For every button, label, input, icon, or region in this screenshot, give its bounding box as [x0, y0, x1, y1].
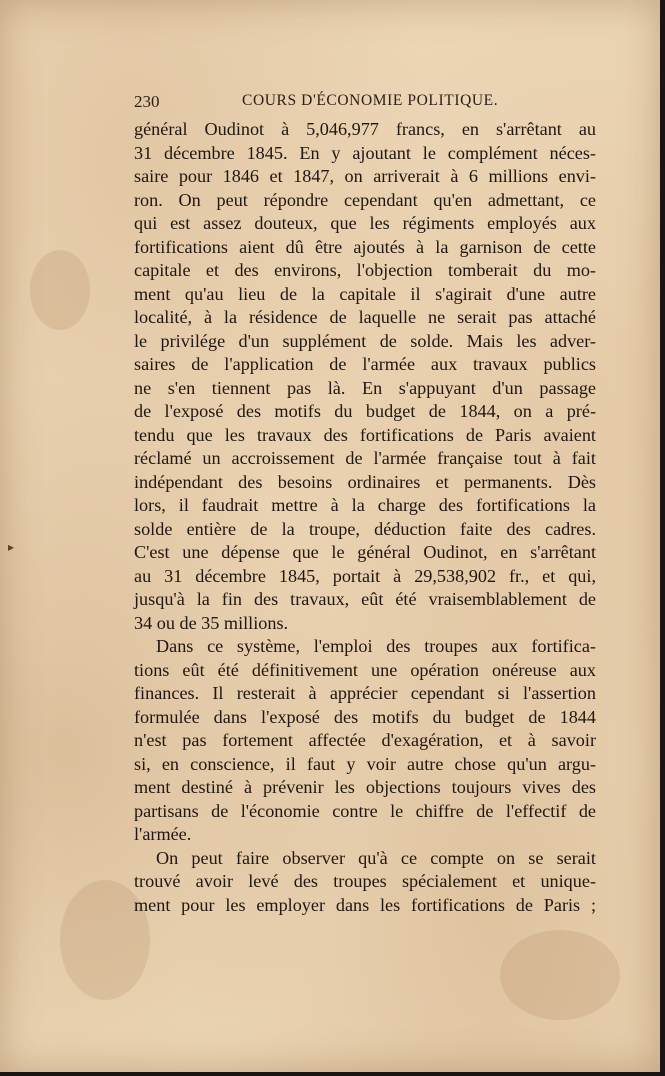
text-line: qui est assez douteux, que les régiments employés aux	[134, 213, 596, 233]
text-line: finances. Il resterait à apprécier cependant si l'assertion	[134, 683, 596, 703]
text-line: réclamé un accroissement de l'armée française tout à fait	[134, 448, 596, 468]
text-line: saire pour 1846 et 1847, on arriverait à 6 millions envi-	[134, 166, 596, 186]
text-line: indépendant des besoins ordinaires et permanents. Dès	[134, 471, 596, 492]
text-line: tions eût été définitivement une opération onéreuse aux	[134, 659, 596, 680]
text-line: Dans ce système, l'emploi des troupes aux fortifica-	[156, 636, 596, 656]
text-line: C'est une dépense que le général Oudinot, en s'arrêtant	[134, 542, 596, 562]
text-line: de l'exposé des motifs du budget de 1844, on a pré-	[134, 401, 596, 421]
text-line: formulée dans l'exposé des motifs du budget de 1844	[134, 706, 596, 727]
text-line: 34 ou de 35 millions.	[134, 612, 289, 633]
text-line: au 31 décembre 1845, portait à 29,538,902 fr., et qui,	[134, 565, 596, 586]
text-line: fortifications aient dû être ajoutés à la garnison de cette	[134, 236, 596, 257]
paper-stain	[30, 250, 90, 330]
text-line: ment pour les employer dans les fortifications de Paris ;	[134, 894, 596, 915]
text-line: trouvé avoir levé des troupes spécialement et unique-	[134, 871, 596, 891]
text-line: localité, à la résidence de laquelle ne serait pas attaché	[134, 307, 596, 327]
text-line: jusqu'à la fin des travaux, eût été vraisemblablement de	[134, 589, 596, 609]
paper-stain	[500, 930, 620, 1020]
text-line: 31 décembre 1845. En y ajoutant le complément néces-	[134, 142, 596, 163]
text-line: lors, il faudrait mettre à la charge des fortifications la	[134, 495, 596, 515]
margin-mark: ▸	[8, 540, 15, 554]
page-number: 230	[134, 92, 160, 111]
text-line: On peut faire observer qu'à ce compte on se serait	[156, 847, 596, 868]
text-line: l'armée.	[134, 824, 192, 844]
text-line: solde entière de la troupe, déduction faite des cadres.	[134, 518, 596, 539]
text-line: partisans de l'économie contre le chiffre de l'effectif de	[134, 800, 596, 821]
text-line: ment destiné à prévenir les objections toujours vives des	[134, 777, 596, 797]
text-line: ment qu'au lieu de la capitale il s'agirait d'une autre	[134, 283, 596, 304]
text-line: si, en conscience, il faut y voir autre chose qu'un argu-	[134, 753, 596, 774]
text-line: général Oudinot à 5,046,977 francs, en s'arrêtant au	[134, 119, 596, 139]
text-line: tendu que les travaux des fortifications de Paris avaient	[134, 424, 596, 445]
text-line: le privilége d'un supplément de solde. Mais les adver-	[134, 330, 596, 351]
running-head: COURS D'ÉCONOMIE POLITIQUE.	[242, 92, 499, 109]
body-text	[134, 118, 596, 917]
text-line: n'est pas fortement affectée d'exagération, et à savoir	[134, 730, 596, 750]
text-line: saires de l'application de l'armée aux travaux publics	[134, 354, 596, 374]
text-line: capitale et des environs, l'objection tomberait du mo-	[134, 260, 596, 280]
text-line: ron. On peut répondre cependant qu'en admettant, ce	[134, 189, 596, 210]
text-line: ne s'en tiennent pas là. En s'appuyant d'un passage	[134, 377, 596, 398]
page-header	[134, 90, 596, 114]
